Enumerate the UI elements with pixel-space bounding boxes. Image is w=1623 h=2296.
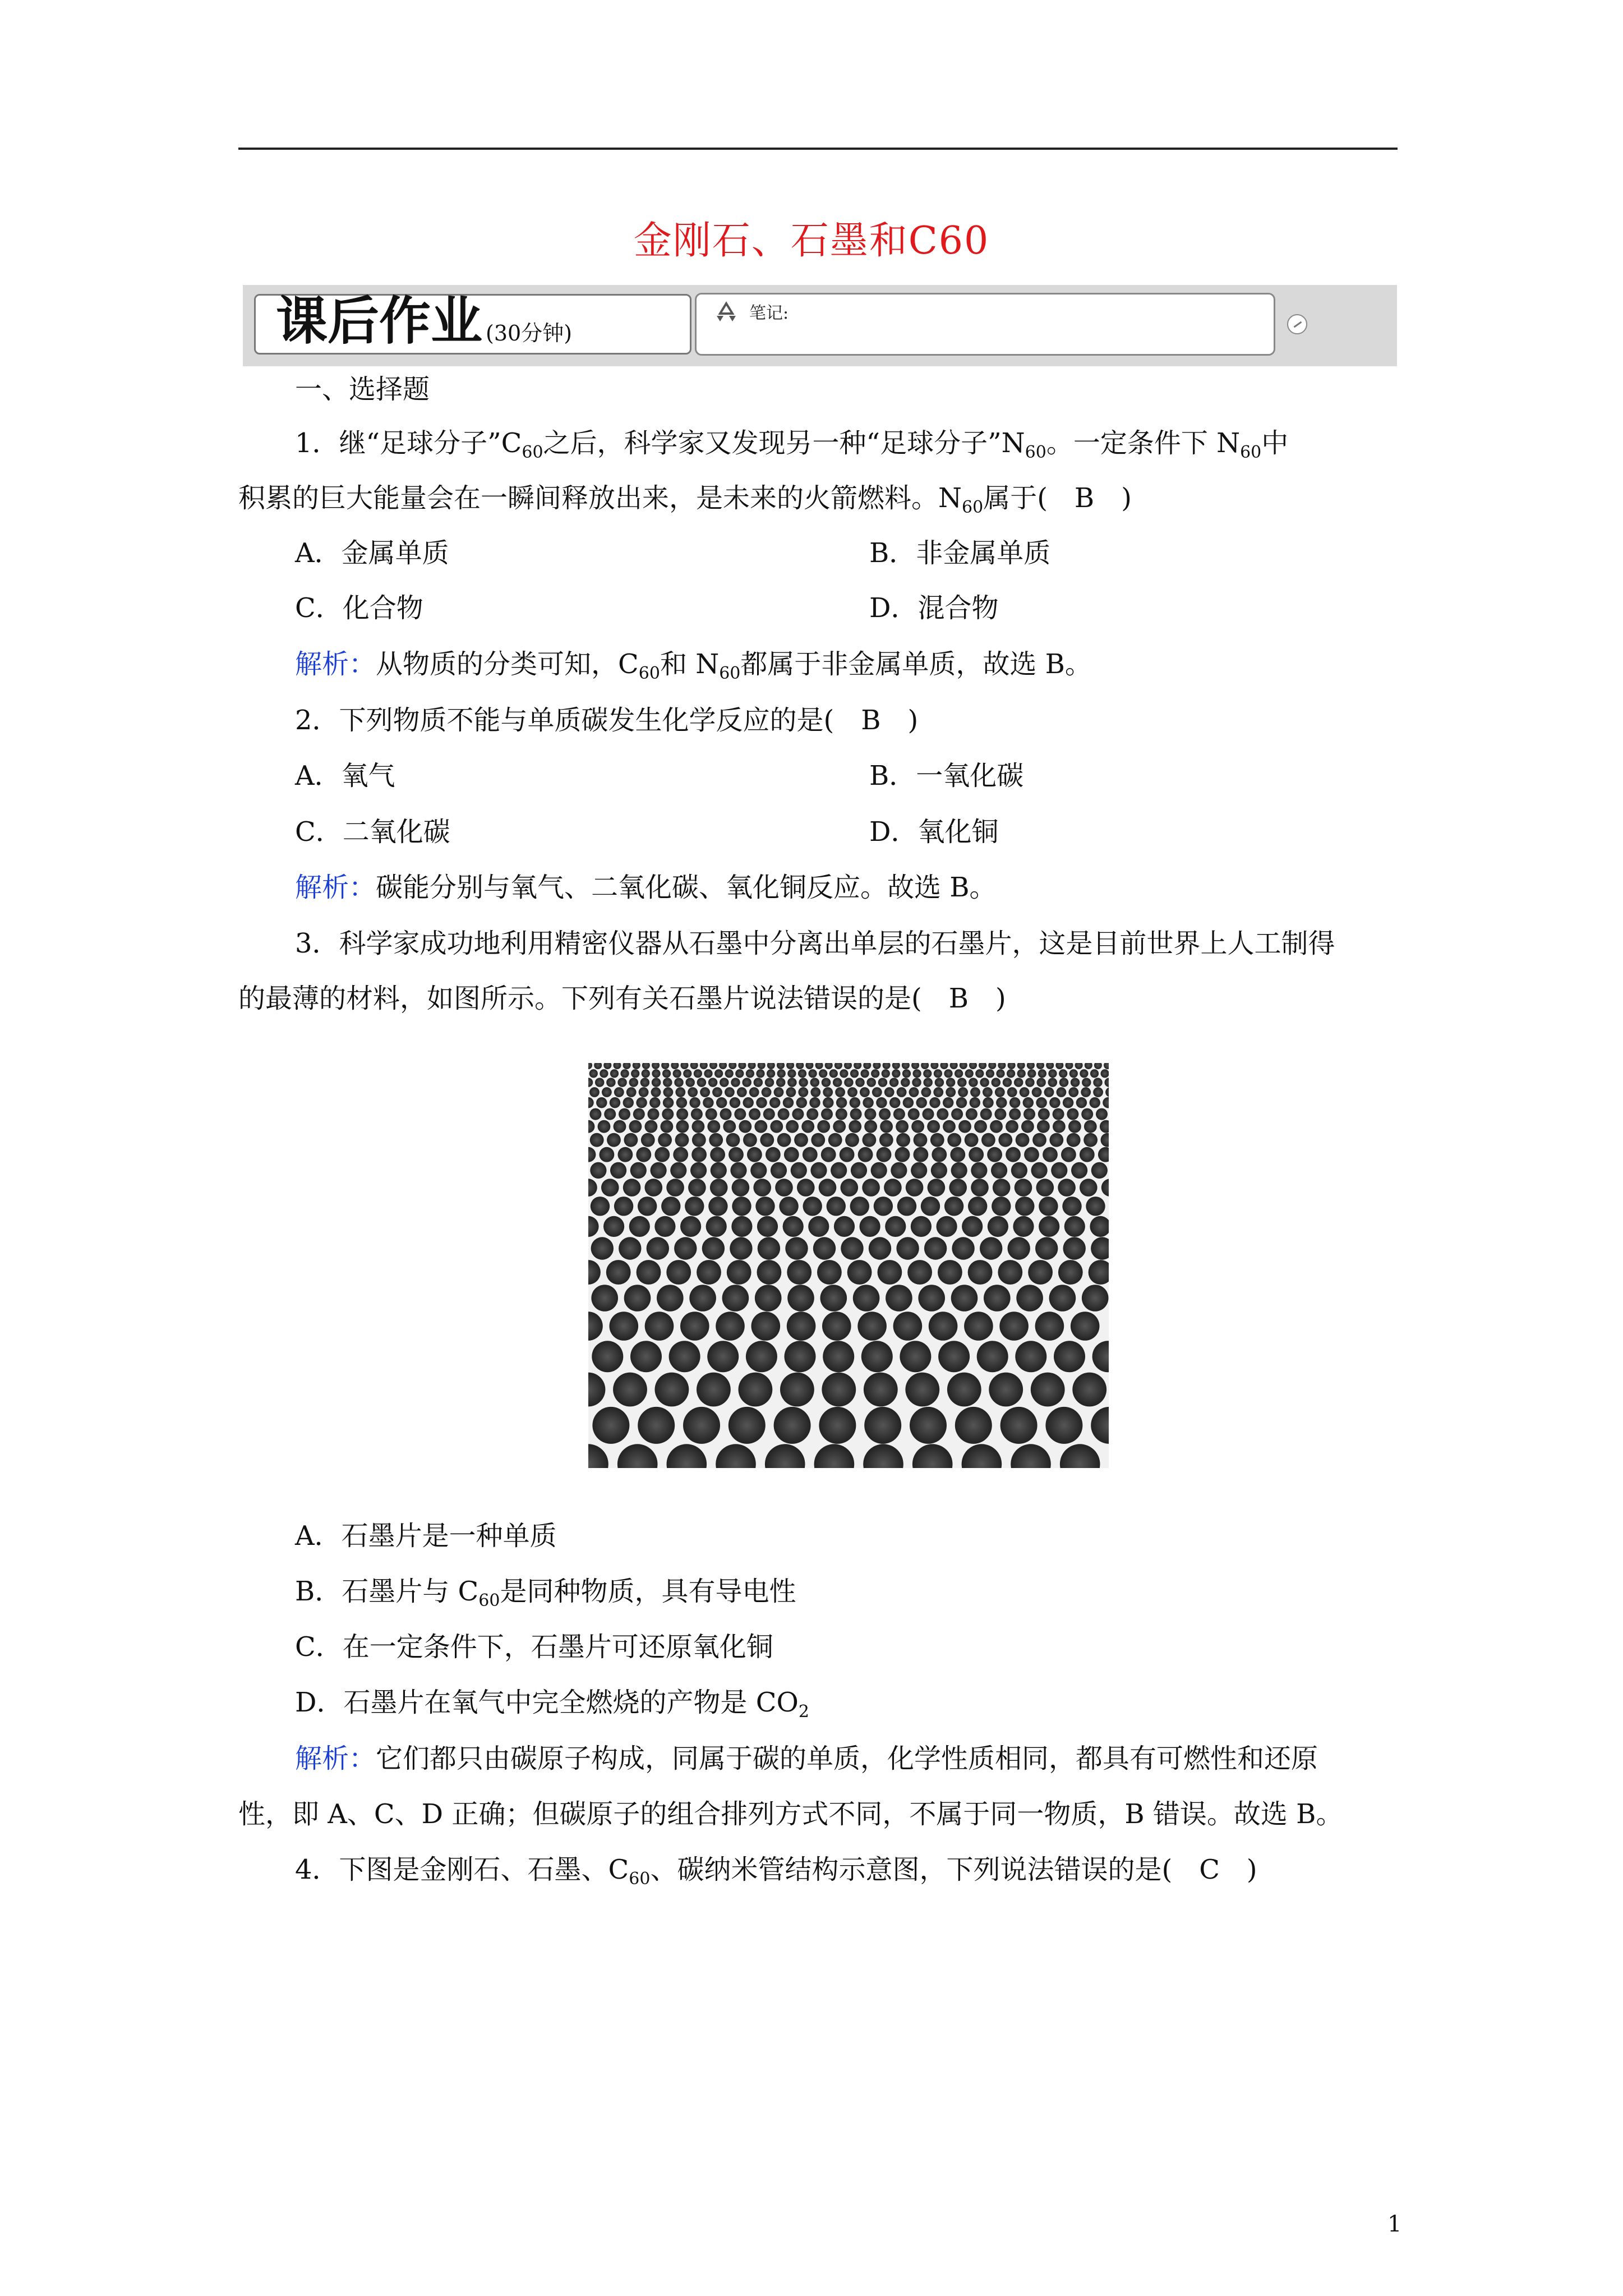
recycle-icon — [711, 301, 741, 324]
q1-option-a: A．金属单质 — [295, 537, 449, 569]
question-3-line-1: 3．科学家成功地利用精密仪器从石墨中分离出单层的石墨片，这是目前世界上人工制得 — [295, 928, 1335, 959]
page-number: 1 — [1387, 2211, 1402, 2237]
q2-option-c: C．二氧化碳 — [295, 816, 450, 848]
q1-analysis: 解析：从物质的分类可知，$C_{60}$和 $N_{60}$都属于非金属单质，故选 B。 — [295, 648, 1092, 683]
header-rule — [238, 148, 1398, 150]
q3-option-b: B．石墨片与 $C_{60}$是同种物质，具有导电性 — [295, 1576, 796, 1611]
section-heading: 一、选择题 — [295, 374, 430, 405]
analysis-label: 解析： — [295, 648, 376, 680]
q3-analysis-line-1: 解析：它们都只由碳原子构成，同属于碳的单质，化学性质相同，都具有可燃性和还原 — [295, 1743, 1318, 1774]
q1-option-d: D．混合物 — [869, 592, 999, 624]
q1-option-b: B．非金属单质 — [869, 537, 1051, 569]
question-4-stem: 4．下图是金刚石、石墨、$C_{60}$、碳纳米管结构示意图，下列说法错误的是( C ) — [295, 1854, 1257, 1889]
q3-option-a: A．石墨片是一种单质 — [295, 1520, 557, 1552]
graphene-sheet-image — [588, 1063, 1109, 1468]
q3-option-c: C．在一定条件下，石墨片可还原氧化铜 — [295, 1631, 773, 1663]
question-1-line-2: 积累的巨大能量会在一瞬间释放出来，是未来的火箭燃料。$N_{60}$属于( B ) — [238, 482, 1132, 517]
q2-option-d: D．氧化铜 — [869, 816, 999, 848]
q3-option-d: D．石墨片在氧气中完全燃烧的产物是 $CO_2$ — [295, 1687, 809, 1722]
q3-analysis-line-2: 性，即 A、C、D 正确；但碳原子的组合排列方式不同，不属于同一物质，B 错误。故选 B。 — [238, 1798, 1343, 1830]
question-3-line-2: 的最薄的材料，如图所示。下列有关石墨片说法错误的是( B ) — [238, 983, 1006, 1014]
notes-label: 笔记: — [749, 303, 789, 323]
page-title: 金刚石、石墨和C60 — [633, 219, 990, 263]
notes-field[interactable] — [695, 293, 1275, 356]
pen-icon[interactable] — [1287, 314, 1307, 334]
analysis-label: 解析： — [295, 872, 376, 903]
homework-banner — [243, 285, 1397, 366]
banner-title: 课后作业 — [276, 291, 483, 351]
q2-analysis: 解析：碳能分别与氧气、二氧化碳、氧化铜反应。故选 B。 — [295, 872, 997, 903]
banner-label — [254, 291, 691, 355]
analysis-label: 解析： — [295, 1743, 376, 1774]
q1-option-c: C．化合物 — [295, 592, 423, 624]
banner-time: (30分钟) — [486, 321, 573, 346]
question-2-stem: 2．下列物质不能与单质碳发生化学反应的是( B ) — [295, 705, 919, 736]
question-1-line-1: 1．继“足球分子$”C_{60}$之后，科学家又发现另一种“足球分子$”N_{60}$。一定条件下 $N_{60}$中 — [295, 427, 1289, 462]
q2-option-b: B．一氧化碳 — [869, 760, 1024, 792]
q2-option-a: A．氧气 — [295, 760, 395, 792]
